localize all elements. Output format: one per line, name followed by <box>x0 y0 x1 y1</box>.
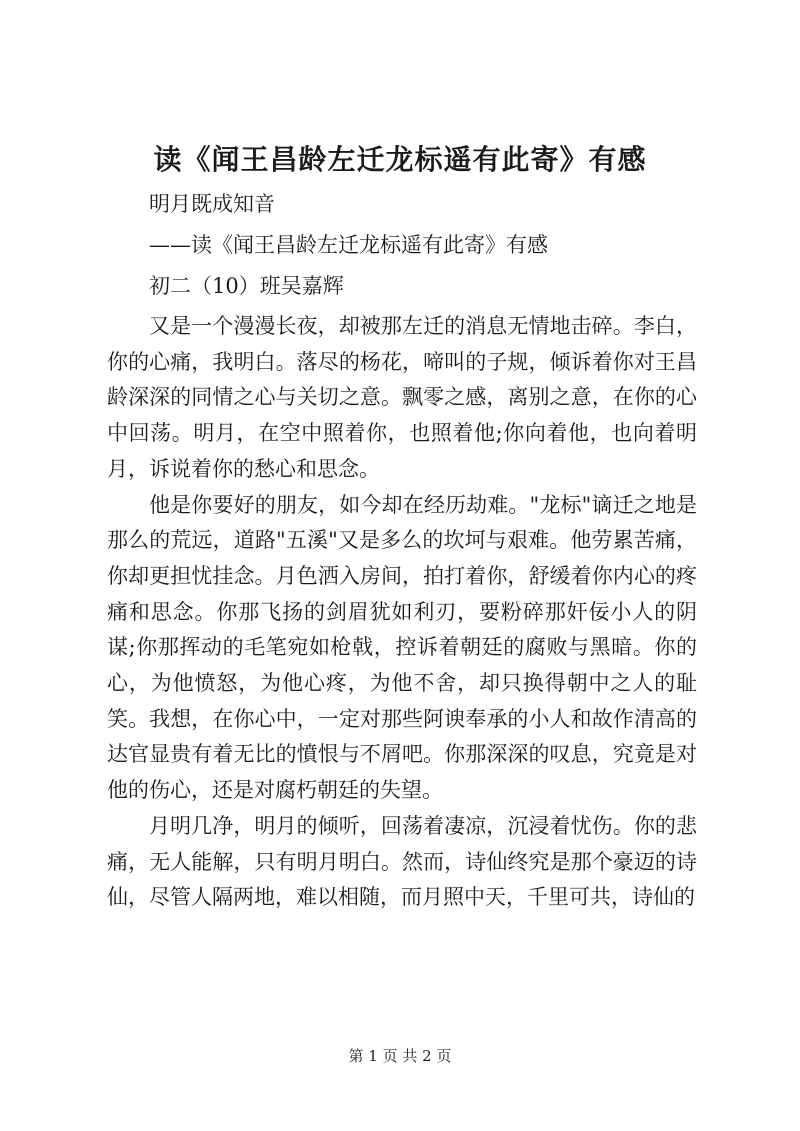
paragraph: 又是一个漫漫长夜，却被那左迁的消息无情地击碎。李白，你的心痛，我明白。落尽的杨花，啼叫的子规，倾诉着你对王昌龄深深的同情之心与关切之意。飘零之感，离别之意，在你的心中回荡。明月，在空中照着你，也照着他;你向着他，也向着明月，诉说着你的愁心和思念。 <box>107 314 697 481</box>
essay-subtitle: 明月既成知音 <box>149 192 275 216</box>
author-line: 初二（10）班吴嘉辉 <box>149 274 344 298</box>
document-title: 读《闻王昌龄左迁龙标遥有此寄》有感 <box>153 143 647 176</box>
essay-body <box>107 309 697 916</box>
page-footer: 第 1 页 共 2 页 <box>348 1047 452 1065</box>
paragraph: 月明几净，明月的倾听，回荡着凄凉，沉浸着忧伤。你的悲痛，无人能解，只有明月明白。然而，诗仙终究是那个豪迈的诗仙，尽管人隔两地，难以相随，而月照中天，千里可共，诗仙的 <box>107 813 697 910</box>
essay-subtitle-source: ——读《闻王昌龄左迁龙标遥有此寄》有感 <box>149 233 548 257</box>
paragraph: 他是你要好的朋友，如今却在经历劫难。"龙标"谪迁之地是那么的荒远，道路"五溪"又是多么的坎坷与艰难。他劳累苦痛，你却更担忧挂念。月色洒入房间，拍打着你，舒缓着你内心的疼痛和思念。你那飞扬的剑眉犹如利刃，要粉碎那奸佞小人的阴谋;你那挥动的毛笔宛如枪戟，控诉着朝廷的腐败与黑暗。你的心，为他愤怒，为他心疼，为他不舍，却只换得朝中之人的耻笑。我想，在你心中，一定对那些阿谀奉承的小人和故作清高的达官显贵有着无比的憤恨与不屑吧。你那深深的叹息，究竟是对他的伤心，还是对腐朽朝廷的失望。 <box>107 492 697 803</box>
